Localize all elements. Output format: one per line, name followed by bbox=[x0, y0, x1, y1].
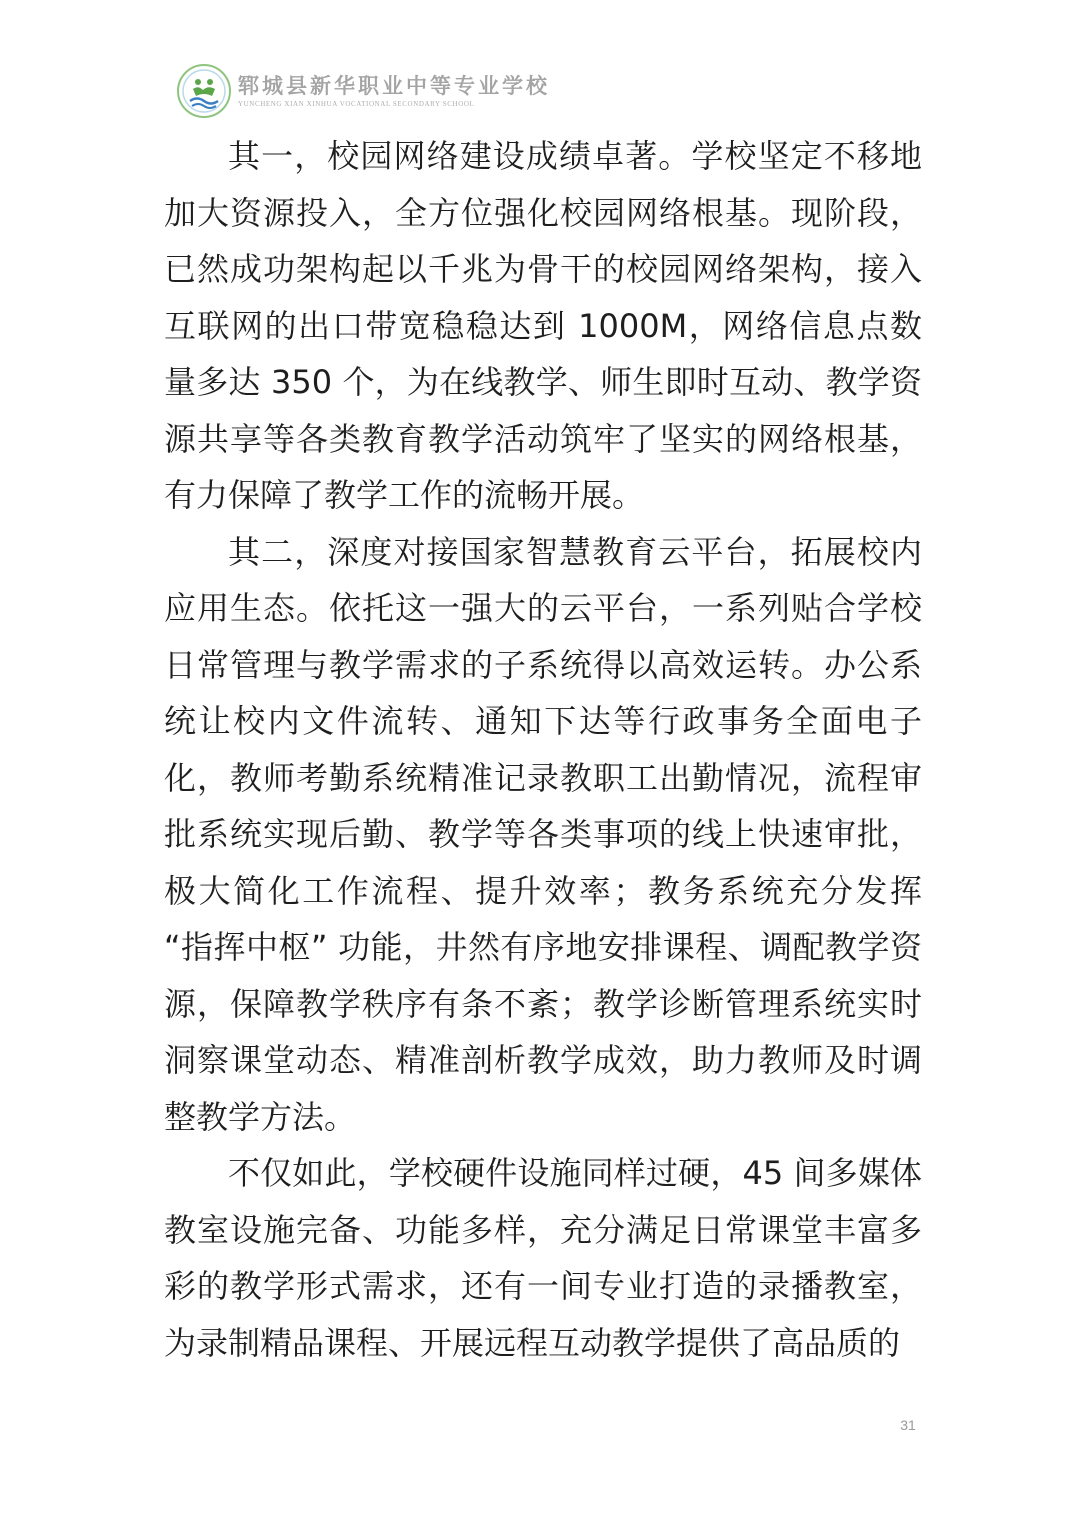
school-name-block bbox=[238, 73, 550, 109]
paragraph-hardware-facilities: 不仅如此，学校硬件设施同样过硬，45 间多媒体教室设施完备、功能多样，充分满足日常课堂丰富多彩的教学形式需求，还有一间专业打造的录播教室，为录制精品课程、开展远程互动教学提供了高品质的 bbox=[164, 1154, 922, 1362]
school-logo-icon bbox=[176, 63, 232, 119]
page-number: 31 bbox=[900, 1417, 916, 1433]
school-name-english: YUNCHENG XIAN XINHUA VOCATIONAL SECONDARY SCHOOL bbox=[238, 100, 475, 108]
page-header bbox=[176, 62, 550, 120]
paragraph-smart-education-platform: 其二，深度对接国家智慧教育云平台，拓展校内应用生态。依托这一强大的云平台，一系列贴合学校日常管理与教学需求的子系统得以高效运转。办公系统让校内文件流转、通知下达等行政事务全面电子化，教师考勤系统精准记录教职工出勤情况，流程审批系统实现后勤、教学等各类事项的线上快速审批，极大简化工作流程、提升效率；教务系统充分发挥 “指挥中枢” 功能，井然有序地安排课程、调配教学资源，保障教学秩序有条不紊；教学诊断管理系统实时洞察课堂动态、精准剖析教学成效，助力教师及时调整教学方法。 bbox=[164, 532, 922, 1136]
document-body bbox=[164, 128, 922, 1371]
school-name: 郓城县新华职业中等专业学校 bbox=[238, 73, 550, 98]
paragraph-campus-network: 其一，校园网络建设成绩卓著。学校坚定不移地加大资源投入，全方位强化校园网络根基。现阶段，已然成功架构起以千兆为骨干的校园网络架构，接入互联网的出口带宽稳稳达到 1000M，网络信息点数量多达 350 个，为在线教学、师生即时互动、教学资源共享等各类教育教学活动筑牢了坚实的网络根基，有力保障了教学工作的流畅开展。 bbox=[164, 137, 922, 514]
